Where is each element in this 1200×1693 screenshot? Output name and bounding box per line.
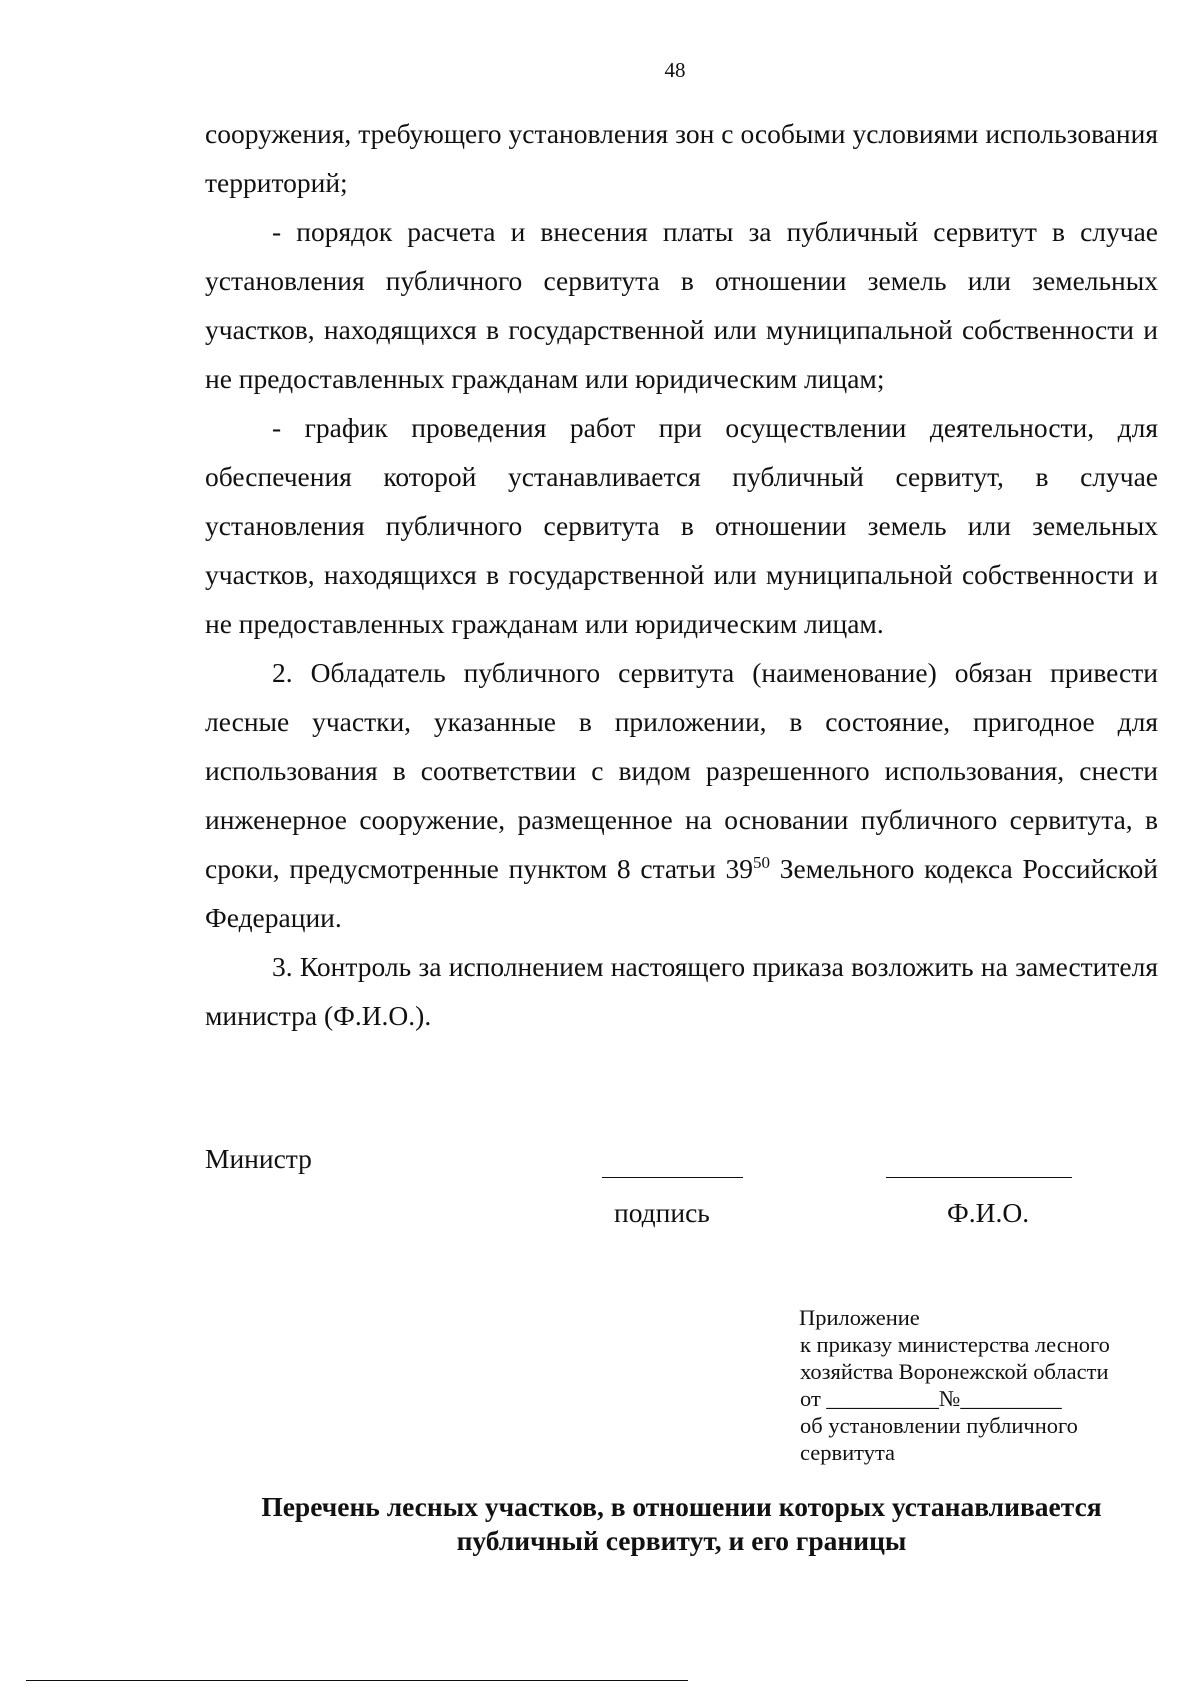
paragraph-continuation: сооружения, требующего установления зон с особыми условиями использования территорий; [205, 118, 1158, 198]
footnote-divider [26, 1680, 688, 1681]
list-heading [205, 1490, 1158, 1558]
item-2-text: 2. Обладатель публичного сервитута (наименование) обязан привести лесные участки, указанные в приложении, в состояние, пригодное для использования в соответствии с видом разрешенного использования, снести инженерное сооружение, размещенное на основании публичного сервитута, в сроки, предусмотренные пунктом 8 статьи 39 [205, 657, 1158, 884]
item-2-superscript: 50 [752, 852, 770, 872]
signature-role: Министр [205, 1143, 312, 1174]
appendix-line: к приказу министерства лесного [800, 1332, 1110, 1357]
name-caption: Ф.И.О. [947, 1197, 1030, 1228]
appendix-title: Приложение [799, 1305, 920, 1330]
page-number: 48 [664, 58, 686, 82]
paragraph-item-2 [205, 648, 1158, 942]
appendix-line: об установлении публичного [800, 1413, 1078, 1438]
appendix-line: хозяйства Воронежской области [800, 1359, 1109, 1384]
signature-blank-line [602, 1177, 743, 1178]
item-2-text-end: Земельного кодекса Российской Федерации. [205, 853, 1158, 933]
signature-caption: подпись [614, 1197, 710, 1228]
appendix-line: сервитута [800, 1440, 896, 1465]
name-blank-line [886, 1177, 1072, 1178]
heading-line-1: Перечень лесных участков, в отношении которых устанавливается [261, 1491, 1102, 1522]
paragraph-payment-procedure: - порядок расчета и внесения платы за публичный сервитут в случае установления публичного сервитута в отношении земель или земельных участков, находящихся в государственной или муниципальной собственности и не предоставленных гражданам или юридическим лицам; [205, 216, 1158, 394]
paragraph-work-schedule: - график проведения работ при осуществлении деятельности, для обеспечения которой устанавливается публичный сервитут, в случае установления публичного сервитута в отношении земель или земельных участков, находящихся в государственной или муниципальной собственности и не предоставленных гражданам или юридическим лицам. [205, 412, 1158, 639]
heading-line-2: публичный сервитут, и его границы [456, 1525, 907, 1556]
appendix-date-number-line: от __________№_________ [800, 1386, 1062, 1411]
appendix-block [799, 1304, 1179, 1466]
paragraph-item-3: 3. Контроль за исполнением настоящего приказа возложить на заместителя министра (Ф.И.О.). [205, 951, 1158, 1031]
